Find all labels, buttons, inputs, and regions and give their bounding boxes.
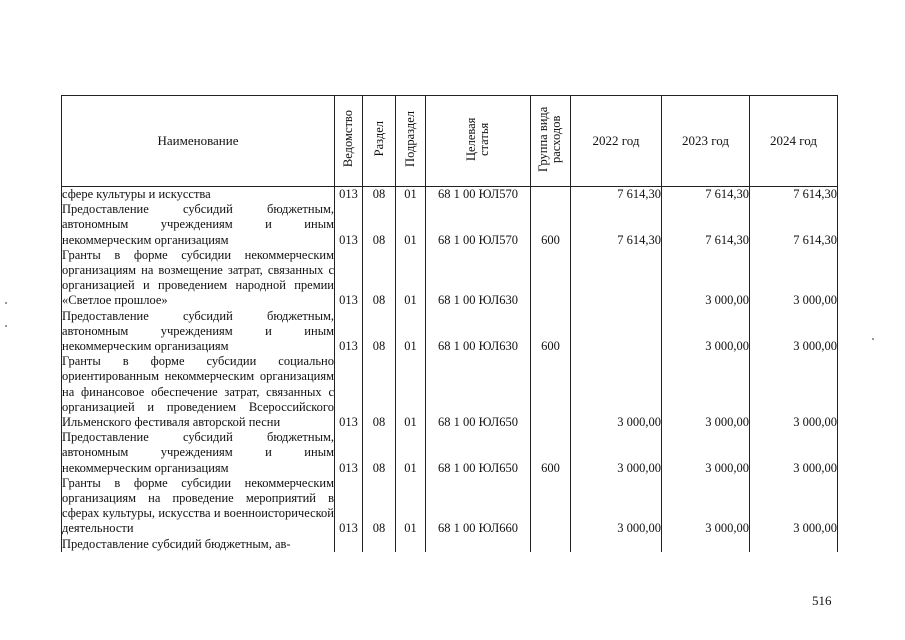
table-row: [62, 202, 838, 248]
row-podrazdel: 01: [396, 354, 426, 430]
table-row: [62, 354, 838, 430]
row-2022: [571, 248, 662, 309]
row-gruppa: 600: [531, 309, 571, 355]
row-celevaya: 68 1 00 ЮЛ630: [426, 309, 531, 355]
row-2023: 7 614,30: [662, 187, 750, 203]
row-razdel: 08: [363, 354, 396, 430]
header-gruppa-vida: Группа вида расходов: [531, 96, 571, 187]
row-gruppa: [531, 354, 571, 430]
header-2022: 2022 год: [571, 96, 662, 187]
row-gruppa: [531, 248, 571, 309]
row-gruppa: [531, 537, 571, 552]
row-celevaya: 68 1 00 ЮЛ570: [426, 202, 531, 248]
row-gruppa: 600: [531, 202, 571, 248]
row-gruppa: 600: [531, 430, 571, 476]
row-razdel: 08: [363, 476, 396, 537]
row-gruppa: [531, 476, 571, 537]
row-razdel: 08: [363, 248, 396, 309]
row-2023: [662, 537, 750, 552]
row-vedomstvo: 013: [335, 430, 363, 476]
row-podrazdel: 01: [396, 476, 426, 537]
table-row: [62, 187, 838, 203]
row-name: Гранты в форме субсидии социально ориентированным некоммерческим организациям на финансовое обеспечение затрат, связанных с организацией и проведением Всероссийского Ильменского фестиваля авторской песни: [62, 354, 334, 430]
row-2023: 3 000,00: [662, 354, 750, 430]
page-number: 516: [812, 593, 832, 608]
row-name: Гранты в форме субсидии некоммерческим организациям на проведение мероприятий в сферах культуры, искусства и военноисторической деятельности: [62, 475, 334, 536]
row-2022: [571, 537, 662, 552]
row-2022: [571, 309, 662, 355]
row-razdel: [363, 537, 396, 552]
header-podrazdel: Подраздел: [396, 96, 426, 187]
row-2023: 3 000,00: [662, 309, 750, 355]
row-celevaya: 68 1 00 ЮЛ650: [426, 430, 531, 476]
row-podrazdel: [396, 537, 426, 552]
row-2023: 3 000,00: [662, 476, 750, 537]
scan-speck: [5, 325, 7, 327]
table-row: [62, 476, 838, 537]
row-2024: 3 000,00: [750, 248, 838, 309]
row-vedomstvo: 013: [335, 476, 363, 537]
row-celevaya: 68 1 00 ЮЛ570: [426, 187, 531, 203]
row-2023: 3 000,00: [662, 248, 750, 309]
row-vedomstvo: 013: [335, 202, 363, 248]
row-podrazdel: 01: [396, 202, 426, 248]
row-gruppa: [531, 187, 571, 203]
header-celevaya-statya: Целевая статья: [426, 96, 531, 187]
header-2024: 2024 год: [750, 96, 838, 187]
row-podrazdel: 01: [396, 309, 426, 355]
row-2024: [750, 537, 838, 552]
table-row: [62, 430, 838, 476]
row-2022: 3 000,00: [571, 430, 662, 476]
row-2024: 3 000,00: [750, 476, 838, 537]
row-2024: 7 614,30: [750, 187, 838, 203]
row-2022: 7 614,30: [571, 202, 662, 248]
row-celevaya: 68 1 00 ЮЛ660: [426, 476, 531, 537]
scan-speck: [872, 338, 874, 340]
row-2024: 7 614,30: [750, 202, 838, 248]
table-row-partial: [62, 537, 838, 552]
row-razdel: 08: [363, 430, 396, 476]
row-name: Предоставление субсидий бюджетным, автономным учреждениям и иным некоммерческим организациям: [62, 430, 334, 475]
row-name: Гранты в форме субсидии некоммерческим организациям на возмещение затрат, связанных с организацией и проведением народной премии «Светлое прошлое»: [62, 247, 334, 308]
header-vedomstvo: Ведомство: [335, 96, 363, 187]
header-name: Наименование: [62, 96, 335, 187]
row-name: Предоставление субсидий бюджетным, автономным учреждениям и иным некоммерческим организациям: [62, 308, 334, 354]
row-razdel: 08: [363, 202, 396, 248]
row-celevaya: [426, 537, 531, 552]
budget-table: [61, 95, 838, 552]
scan-speck: [5, 302, 7, 304]
row-celevaya: 68 1 00 ЮЛ650: [426, 354, 531, 430]
row-2023: 7 614,30: [662, 202, 750, 248]
row-podrazdel: 01: [396, 248, 426, 309]
row-name: сфере культуры и искусства: [62, 187, 335, 203]
row-2024: 3 000,00: [750, 354, 838, 430]
row-razdel: 08: [363, 309, 396, 355]
row-2023: 3 000,00: [662, 430, 750, 476]
row-2022: 7 614,30: [571, 187, 662, 203]
row-2022: 3 000,00: [571, 354, 662, 430]
row-vedomstvo: 013: [335, 309, 363, 355]
table-row: [62, 309, 838, 355]
row-2022: 3 000,00: [571, 476, 662, 537]
row-2024: 3 000,00: [750, 309, 838, 355]
row-vedomstvo: [335, 537, 363, 552]
row-celevaya: 68 1 00 ЮЛ630: [426, 248, 531, 309]
table-header-row: [62, 96, 838, 187]
row-vedomstvo: 013: [335, 248, 363, 309]
row-podrazdel: 01: [396, 430, 426, 476]
row-name: Предоставление субсидий бюджетным, автономным учреждениям и иным некоммерческим организациям: [62, 202, 334, 247]
table-row: [62, 248, 838, 309]
header-2023: 2023 год: [662, 96, 750, 187]
row-vedomstvo: 013: [335, 187, 363, 203]
row-podrazdel: 01: [396, 187, 426, 203]
row-name: Предоставление субсидий бюджетным, ав-: [62, 537, 335, 552]
row-vedomstvo: 013: [335, 354, 363, 430]
row-2024: 3 000,00: [750, 430, 838, 476]
row-razdel: 08: [363, 187, 396, 203]
header-razdel: Раздел: [363, 96, 396, 187]
